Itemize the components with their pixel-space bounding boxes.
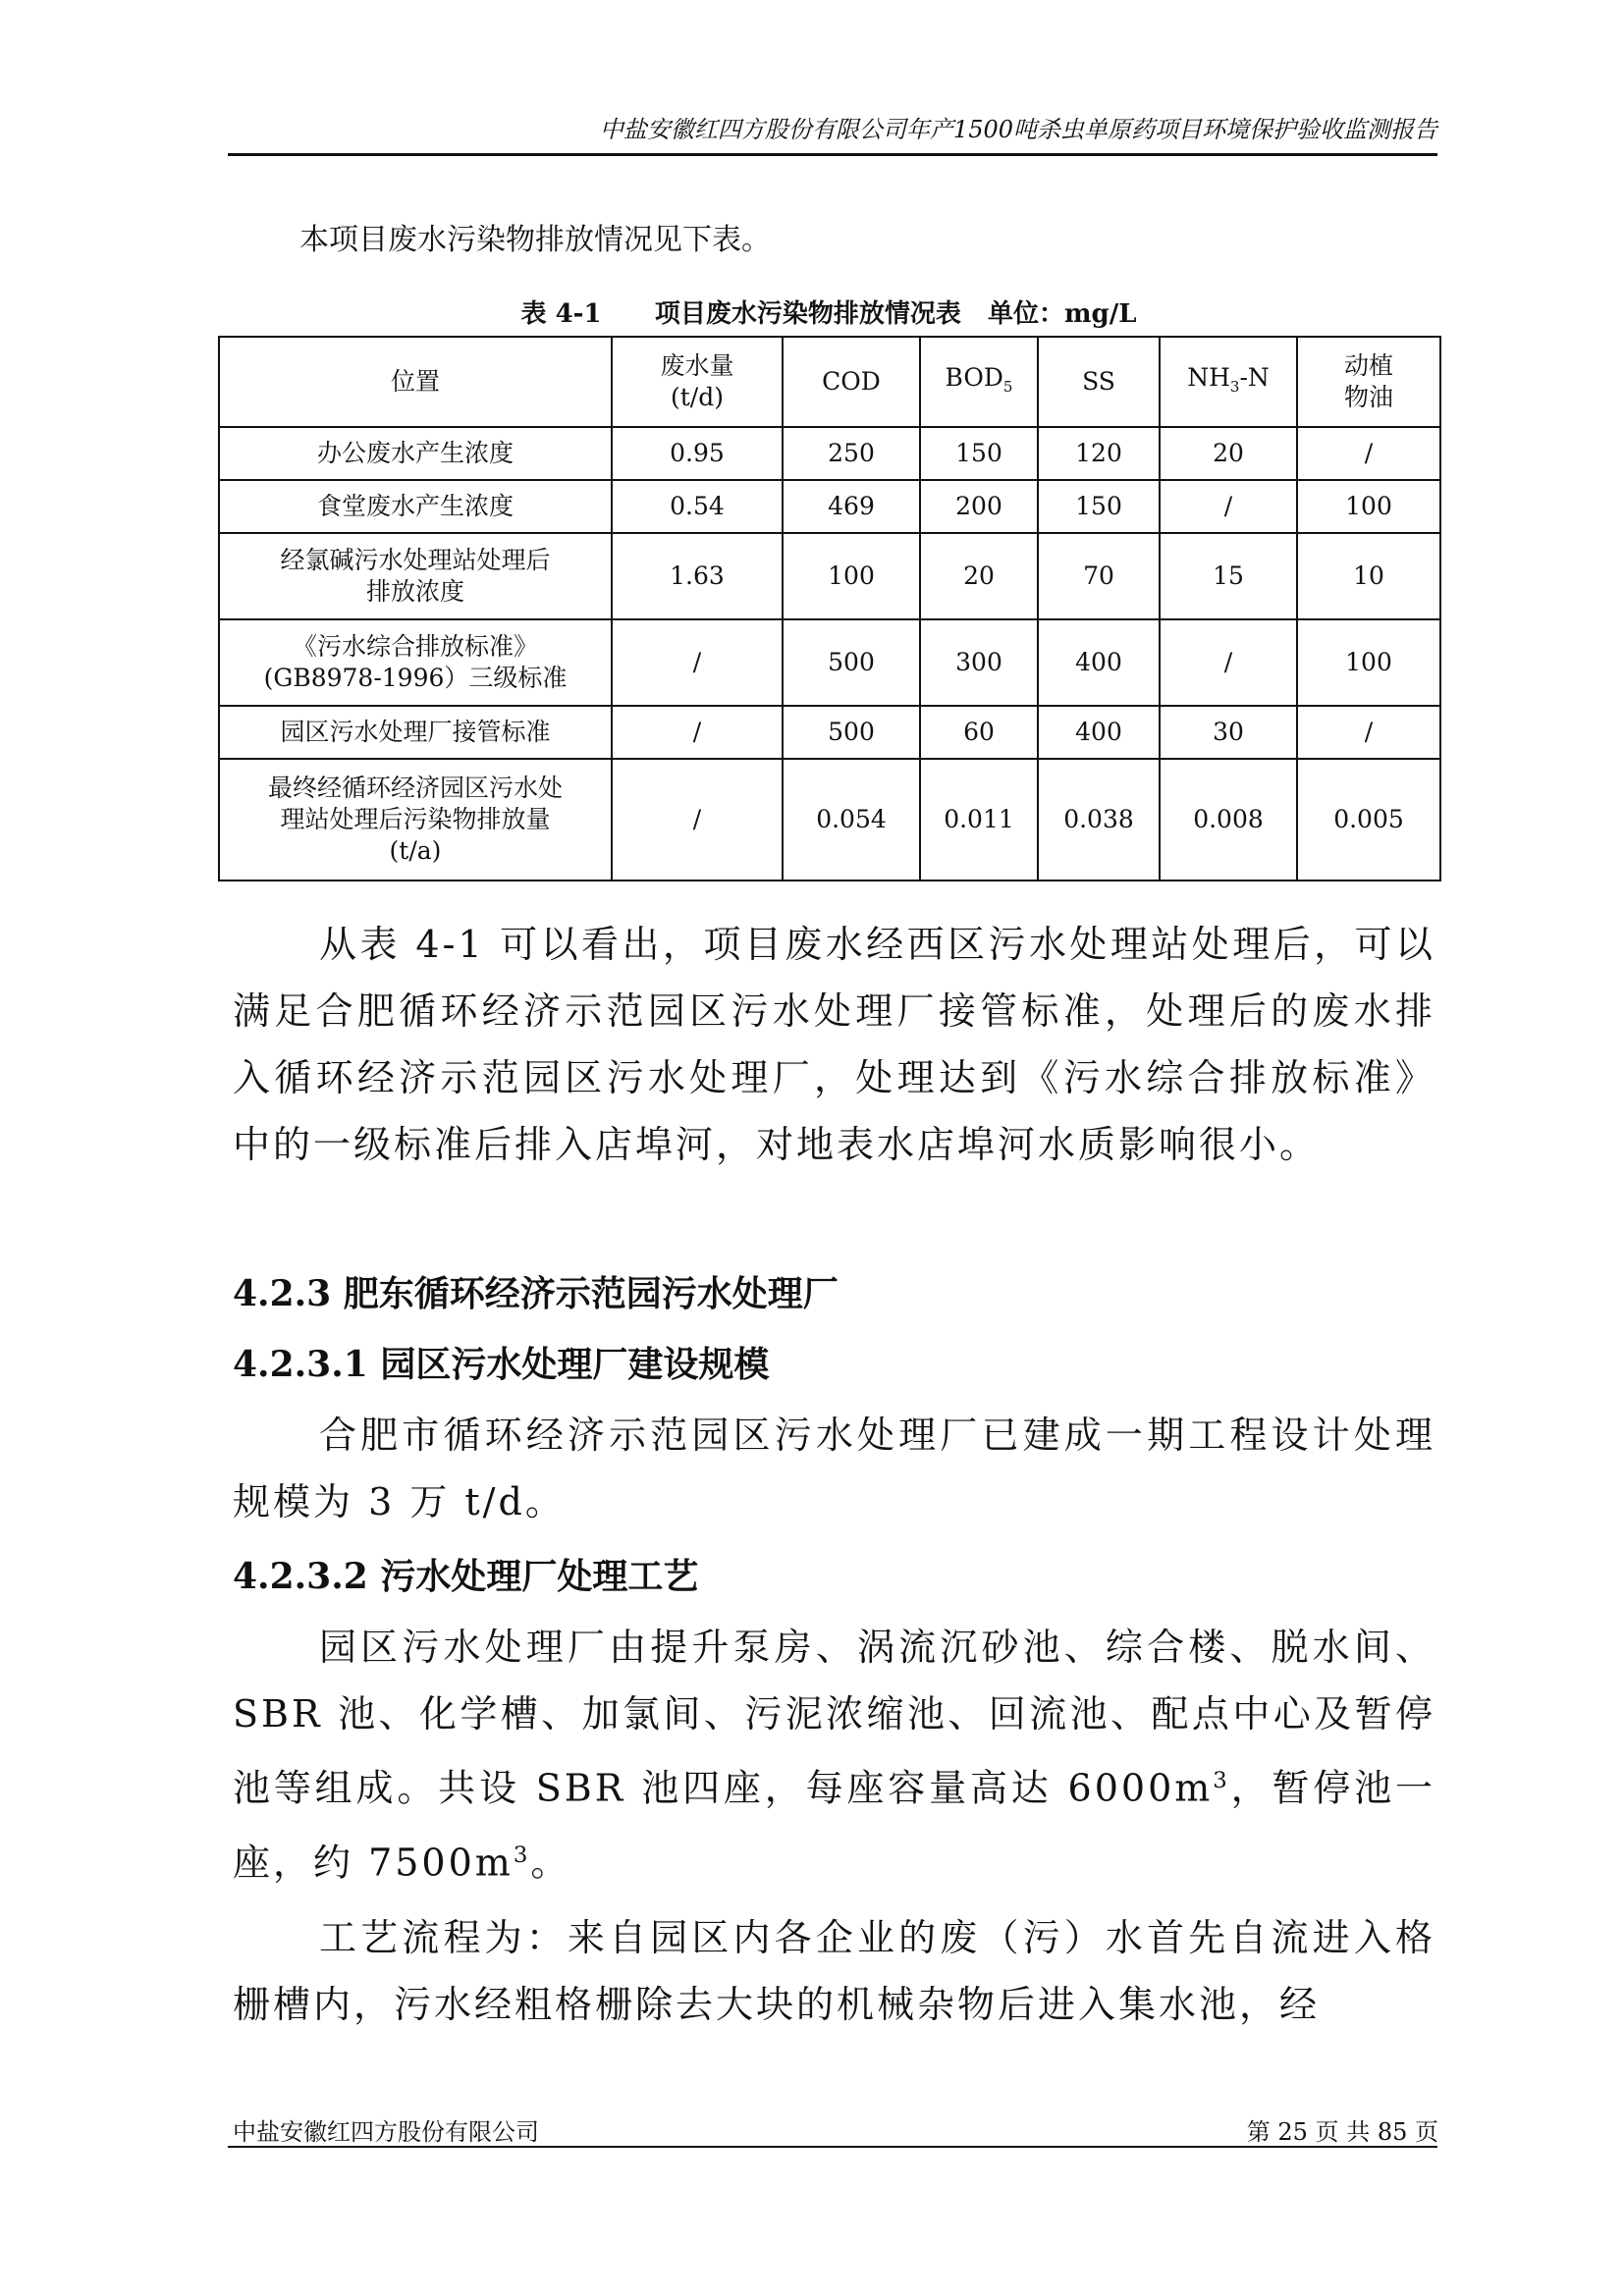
cell-position-line1: 《污水综合排放标准》 [292, 632, 538, 661]
cell-flow: / [612, 619, 783, 706]
facilities-text-3: 。 [530, 1841, 571, 1885]
table-row [219, 619, 1440, 706]
paragraph-analysis: 从表 4-1 可以看出，项目废水经西区污水处理站处理后，可以满足合肥循环经济示范园区污水处理厂接管标准，处理后的废水排入循环经济示范园区污水处理厂，处理达到《污水综合排放标准》中的一级标准后排入店埠河，对地表水店埠河水质影响很小。 [233, 923, 1435, 1166]
header-ss: SS [1038, 337, 1160, 427]
cell-nh3: 20 [1160, 427, 1297, 480]
paragraph-facilities [233, 1614, 1435, 1896]
header-nh3 [1160, 337, 1297, 427]
table-row [219, 706, 1440, 759]
cell-ss: 150 [1038, 480, 1160, 533]
cell-bod: 20 [920, 533, 1038, 619]
cell-position-line2: (GB8978-1996）三级标准 [263, 664, 568, 692]
footer-rule [228, 2146, 1437, 2148]
header-oil-line1: 动植 [1343, 351, 1393, 380]
facilities-sup-2: 3 [513, 1842, 531, 1868]
cell-position: 办公废水产生浓度 [219, 427, 612, 480]
cell-ss: 400 [1038, 706, 1160, 759]
cell-position [219, 619, 612, 706]
header-cod: COD [783, 337, 920, 427]
cell-position-line1: 最终经循环经济园区污水处 [267, 774, 563, 802]
header-flow-line1: 废水量 [660, 351, 734, 380]
header-oil-line2: 物油 [1343, 383, 1393, 411]
cell-position-line3: (t/a) [389, 836, 442, 865]
header-flow-line2: (t/d) [671, 383, 724, 411]
cell-ss: 0.038 [1038, 759, 1160, 881]
facilities-text-2: ，暂停池一座，约 7500m [233, 1766, 1435, 1885]
cell-bod: 0.011 [920, 759, 1038, 881]
cell-nh3: 30 [1160, 706, 1297, 759]
header-bod-sub: 5 [1002, 377, 1013, 396]
header-flow [612, 337, 783, 427]
emission-table [218, 336, 1441, 881]
cell-flow: / [612, 706, 783, 759]
cell-flow: 0.54 [612, 480, 783, 533]
cell-nh3: / [1160, 480, 1297, 533]
cell-bod: 300 [920, 619, 1038, 706]
heading-4-2-3-2: 4.2.3.2 污水处理厂处理工艺 [233, 1556, 699, 1597]
header-position: 位置 [219, 337, 612, 427]
cell-bod: 60 [920, 706, 1038, 759]
cell-oil: 10 [1297, 533, 1440, 619]
paragraph-capacity: 合肥市循环经济示范园区污水处理厂已建成一期工程设计处理规模为 3 万 t/d。 [233, 1414, 1435, 1523]
cell-position: 园区污水处理厂接管标准 [219, 706, 612, 759]
footer-page-number: 第 25 页 共 85 页 [1246, 2118, 1438, 2146]
header-bod [920, 337, 1038, 427]
intro-text: 本项目废水污染物排放情况见下表。 [299, 223, 771, 257]
header-nh3-sub: 3 [1229, 377, 1240, 396]
heading-4-2-3: 4.2.3 肥东循环经济示范园污水处理厂 [233, 1273, 839, 1314]
cell-cod: 500 [783, 619, 920, 706]
cell-cod: 469 [783, 480, 920, 533]
running-header: 中盐安徽红四方股份有限公司年产1500吨杀虫单原药项目环境保护验收监测报告 [599, 116, 1437, 143]
cell-bod: 200 [920, 480, 1038, 533]
cell-flow: 0.95 [612, 427, 783, 480]
cell-ss: 400 [1038, 619, 1160, 706]
table-row [219, 480, 1440, 533]
table-row [219, 759, 1440, 881]
table-caption: 表 4-1 项目废水污染物排放情况表 单位：mg/L [520, 299, 1137, 329]
cell-flow: / [612, 759, 783, 881]
cell-cod: 100 [783, 533, 920, 619]
header-bod-label: BOD [945, 362, 1003, 392]
header-nh3-tail: -N [1239, 362, 1270, 392]
header-oil [1297, 337, 1440, 427]
header-rule [228, 153, 1437, 156]
cell-flow: 1.63 [612, 533, 783, 619]
cell-cod: 250 [783, 427, 920, 480]
cell-position [219, 759, 612, 881]
facilities-sup-1: 3 [1213, 1768, 1230, 1793]
table-header-row [219, 337, 1440, 427]
cell-oil: 100 [1297, 480, 1440, 533]
cell-oil: / [1297, 427, 1440, 480]
cell-oil: 0.005 [1297, 759, 1440, 881]
cell-oil: 100 [1297, 619, 1440, 706]
cell-ss: 120 [1038, 427, 1160, 480]
cell-cod: 500 [783, 706, 920, 759]
cell-position-line2: 排放浓度 [365, 577, 464, 606]
table-row [219, 533, 1440, 619]
cell-nh3: 15 [1160, 533, 1297, 619]
footer-company: 中盐安徽红四方股份有限公司 [233, 2118, 539, 2146]
cell-position-line1: 经氯碱污水处理站处理后 [280, 546, 551, 574]
heading-4-2-3-1: 4.2.3.1 园区污水处理厂建设规模 [233, 1344, 770, 1385]
cell-ss: 70 [1038, 533, 1160, 619]
facilities-text-1: 园区污水处理厂由提升泵房、涡流沉砂池、综合楼、脱水间、SBR 池、化学槽、加氯间、污泥浓缩池、回流池、配点中心及暂停池等组成。共设 SBR 池四座，每座容量高达 6000m [233, 1626, 1435, 1810]
cell-cod: 0.054 [783, 759, 920, 881]
cell-position [219, 533, 612, 619]
paragraph-process: 工艺流程为：来自园区内各企业的废（污）水首先自流进入格栅槽内，污水经粗格栅除去大块的机械杂物后进入集水池，经 [233, 1916, 1435, 2026]
cell-oil: / [1297, 706, 1440, 759]
cell-position-line2: 理站处理后污染物排放量 [280, 805, 551, 833]
cell-nh3: / [1160, 619, 1297, 706]
table-row [219, 427, 1440, 480]
cell-bod: 150 [920, 427, 1038, 480]
cell-nh3: 0.008 [1160, 759, 1297, 881]
cell-position: 食堂废水产生浓度 [219, 480, 612, 533]
header-nh3-label: NH [1187, 362, 1230, 392]
